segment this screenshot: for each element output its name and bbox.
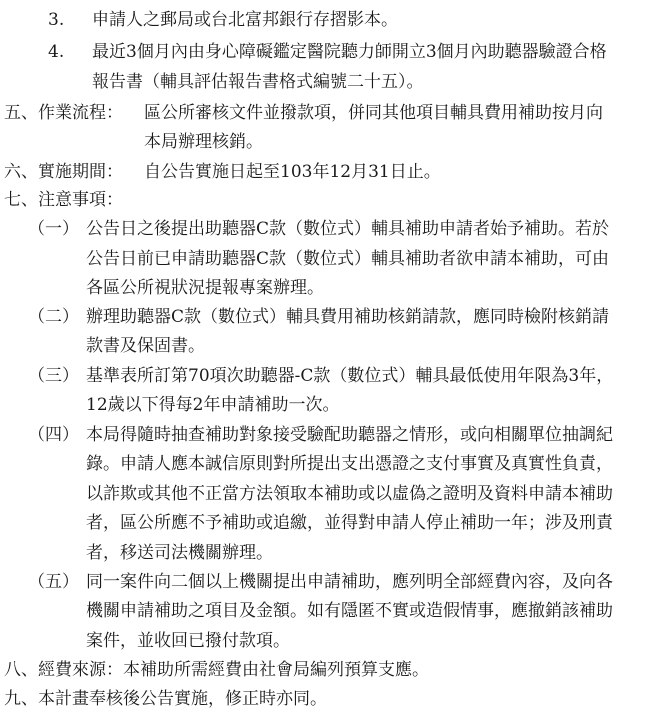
note-text: 公告日前已申請助聽器C款（數位式）輔具補助者欲申請本補助，可由 xyxy=(86,249,610,269)
note-text: 本局得隨時抽查補助對象接受驗配助聽器之情形，或向相關單位抽調紀 xyxy=(86,425,613,445)
note-text: 公告日之後提出助聽器C款（數位式）輔具補助申請者始予補助。若於 xyxy=(86,219,610,239)
item-text: 報告書（輔具評估報告書格式編號二十五）。 xyxy=(92,72,424,92)
section-label: 五、作業流程： xyxy=(4,103,123,123)
note-label: （三） xyxy=(28,366,79,386)
note-text: 基準表所訂第70項次助聽器-C款（數位式）輔具最低使用年限為3年， xyxy=(86,366,614,386)
note-label: （五） xyxy=(28,572,79,592)
item-text: 最近3個月內由身心障礙鑑定醫院聽力師開立3個月內助聽器驗證合格 xyxy=(92,42,607,62)
note-label: （二） xyxy=(28,307,79,327)
section-text: 本局辦理核銷。 xyxy=(144,132,263,152)
note-text: 案件，並收回已撥付款項。 xyxy=(86,631,290,651)
note-text: 錄。申請人應本誠信原則對所提出支出憑證之支付事實及真實性負責， xyxy=(86,454,613,474)
note-text: 者，區公所應不予補助或追繳，並得對申請人停止補助一年；涉及刑責 xyxy=(86,513,613,533)
item-text: 申請人之郵局或台北富邦銀行存摺影本。 xyxy=(92,10,398,30)
section-line: 八、經費來源：本補助所需經費由社會局編列預算支應。 xyxy=(4,660,429,680)
item-number: 3. xyxy=(48,10,65,30)
item-number: 4. xyxy=(48,42,65,62)
note-text: 款書及保固書。 xyxy=(86,336,205,356)
note-text: 以詐欺或其他不正當方法領取本補助或以虛偽之證明及資料申請本補助 xyxy=(86,484,613,504)
section-text: 自公告實施日起至103年12月31日止。 xyxy=(144,162,441,182)
note-text: 者，移送司法機關辦理。 xyxy=(86,543,273,563)
section-line: 九、本計畫奉核後公告實施，修正時亦同。 xyxy=(4,689,327,709)
note-text: 機關申請補助之項目及金額。如有隱匿不實或造假情事，應撤銷該補助 xyxy=(86,601,613,621)
note-text: 同一案件向二個以上機關提出申請補助，應列明全部經費內容，及向各 xyxy=(86,572,613,592)
note-text: 辦理助聽器C款（數位式）輔具費用補助核銷請款，應同時檢附核銷請 xyxy=(86,307,610,327)
note-label: （四） xyxy=(28,425,79,445)
note-text: 12歲以下得每2年申請補助一次。 xyxy=(86,395,340,415)
note-label: （一） xyxy=(28,219,79,239)
note-text: 各區公所視狀況提報專案辦理。 xyxy=(86,278,324,298)
section-label: 六、實施期間： xyxy=(4,162,123,182)
section-text: 區公所審核文件並撥款項，併同其他項目輔具費用補助按月向 xyxy=(144,103,603,123)
section-label: 七、注意事項： xyxy=(4,190,123,210)
